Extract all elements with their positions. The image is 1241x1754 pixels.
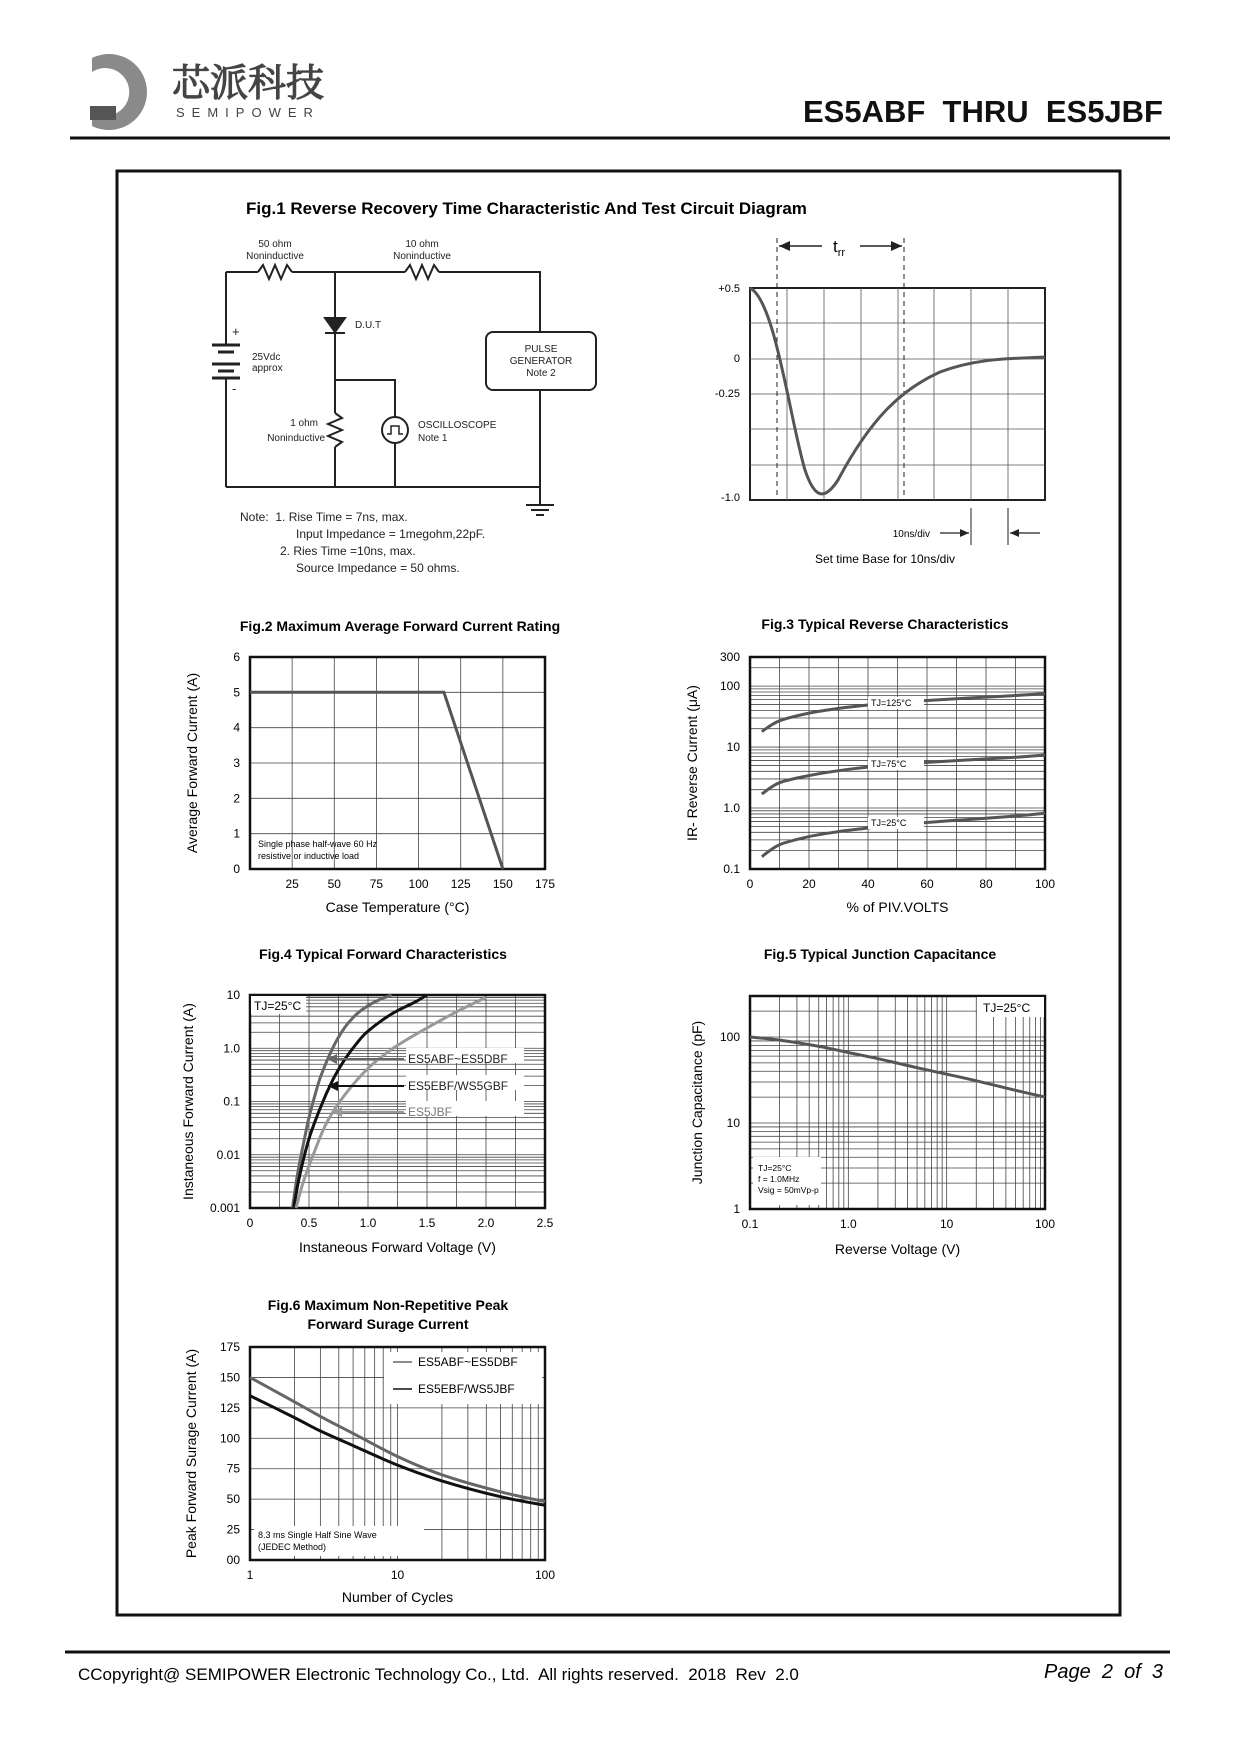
fig2-xlabel: Case Temperature (°C) — [325, 899, 470, 915]
fig2-title: Fig.2 Maximum Average Forward Current Rating — [239, 618, 561, 634]
fig6-title: Forward Surage Current — [307, 1316, 469, 1332]
fig3-title: Fig.3 Typical Reverse Characteristics — [761, 616, 1009, 632]
supply-value: 25Vdc — [252, 352, 281, 363]
fig4-series-label: ES5ABF~ES5DBF — [408, 1052, 508, 1066]
timebase-arrowhead-2-icon — [1010, 529, 1019, 537]
waveform-grid — [750, 288, 1045, 500]
fig2-annotation: resistive or inductive load — [258, 851, 360, 861]
minus-sign: - — [232, 381, 237, 396]
oscilloscope-pulse — [387, 426, 403, 434]
fig5-ytick: 100 — [719, 1030, 740, 1045]
fig6-ylabel: Peak Forward Surage Current (A) — [183, 1348, 199, 1559]
fig2-grid — [250, 657, 545, 869]
fig2-ytick: 1 — [233, 826, 240, 841]
fig6-annotation: (JEDEC Method) — [258, 1542, 327, 1552]
fig6-ytick: 50 — [226, 1492, 240, 1507]
fig6-annotation: 8.3 ms Single Half Sine Wave — [258, 1530, 377, 1540]
fig4-xtick: 2.0 — [477, 1216, 495, 1230]
logo — [90, 54, 324, 130]
fig6-ytick: 25 — [226, 1522, 240, 1537]
circuit-labels — [232, 239, 572, 575]
fig5-title: Fig.5 Typical Junction Capacitance — [763, 946, 997, 962]
fig5-series-line — [750, 1037, 1045, 1097]
fig3-xtick: 80 — [979, 877, 993, 891]
fig3-ytick: 100 — [719, 679, 740, 694]
fig4-inset: TJ=25°C — [254, 999, 302, 1013]
plus-sign: + — [232, 324, 240, 339]
footer-copyright: CCopyright@ SEMIPOWER Electronic Technology Co., Ltd. All rights reserved. 2018 Rev 2.0 — [78, 1665, 799, 1684]
content-frame — [117, 171, 1120, 1615]
timebase-note: Set time Base for 10ns/div — [814, 552, 956, 566]
fig6-ytick: 00 — [226, 1553, 240, 1567]
resistor-50ohm — [258, 265, 292, 279]
fig4-ylabel: Instaneous Forward Current (A) — [180, 1003, 196, 1200]
diode-symbol-icon — [325, 318, 345, 332]
wave-ytick-3: -1.0 — [721, 492, 740, 504]
fig6-ytick: 100 — [219, 1431, 240, 1446]
fig2-ytick: 2 — [233, 791, 240, 806]
recovery-waveform — [750, 288, 1045, 494]
fig4-xlabel: Instaneous Forward Voltage (V) — [299, 1239, 496, 1255]
footer-page: Page 2 of 3 — [1044, 1661, 1163, 1683]
r3-type: Noninductive — [267, 433, 325, 444]
fig6-ytick: 125 — [219, 1400, 240, 1415]
waveform-panel — [715, 237, 1045, 566]
scope-wire — [335, 380, 395, 417]
r2-type: Noninductive — [393, 251, 451, 262]
fig6-legend-label: ES5ABF~ES5DBF — [418, 1355, 518, 1369]
fig4-series-label: ES5JBF — [408, 1105, 453, 1119]
timebase-label: 10ns/div — [892, 529, 930, 540]
note-l3: 2. Ries Time =10ns, max. — [280, 544, 416, 558]
fig4-chart — [180, 946, 554, 1255]
fig6-title: Fig.6 Maximum Non-Repetitive Peak — [267, 1297, 509, 1313]
fig4-ytick: 10 — [226, 988, 240, 1002]
fig2-xtick: 50 — [327, 877, 341, 891]
fig2-xtick: 25 — [285, 877, 299, 891]
fig4-xtick: 1.0 — [359, 1216, 377, 1230]
fig5-ytick: 10 — [726, 1116, 740, 1131]
fig4-xtick: 1.5 — [418, 1216, 436, 1230]
fig3-ylabel: IR- Reverse Current (μA) — [684, 685, 700, 841]
fig2-ytick: 5 — [233, 685, 240, 700]
wave-ytick-0: +0.5 — [718, 283, 740, 295]
fig5-condition: f = 1.0MHz — [758, 1174, 800, 1184]
logo-en: SEMIPOWER — [176, 105, 320, 120]
fig5-ytick: 1 — [733, 1202, 740, 1216]
doc-title: ES5ABF THRU ES5JBF — [802, 94, 1163, 129]
pulse-gen-l2: GENERATOR — [509, 356, 573, 367]
fig2-ytick: 3 — [233, 756, 240, 770]
fig3-xtick: 20 — [802, 877, 816, 891]
trr-label: $t_{rr}$ — [833, 237, 846, 259]
test-circuit-diagram — [212, 265, 596, 515]
fig3-xtick: 40 — [861, 877, 875, 891]
fig3-xtick: 60 — [920, 877, 934, 891]
fig6-ytick: 150 — [219, 1370, 240, 1385]
fig2-annotation: Single phase half-wave 60 Hz — [258, 839, 378, 849]
pulse-gen-l1: PULSE — [524, 344, 558, 355]
fig3-series-label: TJ=125°C — [871, 698, 912, 708]
fig4-xtick: 0 — [246, 1216, 254, 1230]
trr-arrowhead-right-icon — [891, 241, 902, 251]
trr-arrowhead-left-icon — [779, 241, 790, 251]
fig5-xlabel: Reverse Voltage (V) — [834, 1241, 961, 1257]
fig5-condition: TJ=25°C — [758, 1163, 792, 1173]
fig2-xtick: 175 — [534, 877, 556, 891]
fig5-ylabel: Junction Capacitance (pF) — [689, 1020, 705, 1185]
fig3-ytick: 1.0 — [723, 801, 740, 816]
fig3-chart — [684, 616, 1055, 915]
wave-ytick-1: 0 — [733, 353, 740, 365]
resistor-1ohm — [328, 413, 342, 447]
r2-value: 10 ohm — [405, 239, 439, 250]
note-l1: Note: 1. Rise Time = 7ns, max. — [240, 510, 408, 524]
fig3-series-label: TJ=25°C — [871, 818, 907, 828]
logo-bars-icon — [90, 106, 116, 120]
note-l2: Input Impedance = 1megohm,22pF. — [296, 527, 486, 541]
fig2-xtick: 75 — [369, 877, 384, 891]
fig2-xtick: 150 — [492, 877, 513, 891]
fig6-legend-label: ES5EBF/WS5JBF — [418, 1382, 515, 1396]
fig3-ytick: 0.1 — [723, 862, 740, 876]
fig1-title: Fig.1 Reverse Recovery Time Characteristic And Test Circuit Diagram — [246, 199, 807, 218]
fig5-xtick: 100 — [1034, 1217, 1056, 1231]
fig2-xtick: 100 — [408, 877, 429, 891]
fig4-ytick: 0.1 — [223, 1094, 240, 1109]
fig3-ytick: 10 — [726, 740, 740, 755]
fig4-ytick: 1.0 — [223, 1041, 240, 1056]
fig6-xtick: 10 — [390, 1568, 405, 1582]
fig6-ytick: 175 — [219, 1340, 240, 1354]
fig3-ytick: 300 — [719, 650, 740, 664]
resistor-10ohm — [405, 265, 439, 279]
fig2-xtick: 125 — [450, 877, 471, 891]
fig4-ytick: 0.001 — [209, 1201, 240, 1215]
supply-note: approx — [252, 363, 283, 374]
fig5-xtick: 10 — [939, 1217, 954, 1231]
fig4-series-label: ES5EBF/WS5GBF — [408, 1079, 509, 1093]
r1-type: Noninductive — [246, 251, 304, 262]
timebase-arrowhead-1-icon — [960, 529, 969, 537]
charts-layer — [180, 616, 1055, 1605]
r3-value: 1 ohm — [290, 418, 318, 429]
oscilloscope-icon — [382, 417, 408, 443]
logo-cn: 芯派科技 — [172, 61, 325, 105]
fig6-chart — [183, 1297, 555, 1605]
wave-ytick-2: -0.25 — [714, 388, 740, 400]
fig3-xtick: 0 — [746, 877, 754, 891]
scope-l1: OSCILLOSCOPE — [418, 420, 497, 431]
fig3-xlabel: % of PIV.VOLTS — [846, 899, 949, 915]
fig2-ytick: 4 — [233, 720, 240, 735]
fig6-xtick: 100 — [534, 1568, 556, 1582]
fig5-inset: TJ=25°C — [983, 1001, 1031, 1015]
fig2-chart — [184, 618, 560, 915]
fig6-xtick: 1 — [246, 1568, 254, 1582]
fig2-ytick: 0 — [233, 862, 240, 876]
fig5-condition: Vsig = 50mVp-p — [758, 1185, 819, 1195]
fig3-series-label: TJ=75°C — [871, 759, 907, 769]
fig4-xtick: 0.5 — [300, 1216, 318, 1230]
circuit-top-wire-3 — [439, 272, 540, 332]
dut-label: D.U.T — [355, 320, 382, 331]
fig4-title: Fig.4 Typical Forward Characteristics — [259, 946, 507, 962]
fig5-xtick: 0.1 — [741, 1217, 759, 1231]
fig2-ylabel: Average Forward Current (A) — [184, 672, 200, 854]
fig5-xtick: 1.0 — [839, 1217, 857, 1231]
r1-value: 50 ohm — [258, 239, 292, 250]
fig6-xlabel: Number of Cycles — [341, 1589, 454, 1605]
fig2-ytick: 6 — [233, 650, 240, 664]
fig4-xtick: 2.5 — [536, 1216, 554, 1230]
scope-l2: Note 1 — [418, 433, 448, 444]
fig6-ytick: 75 — [226, 1461, 240, 1476]
fig5-chart — [689, 946, 1055, 1257]
pulse-gen-l3: Note 2 — [526, 368, 556, 379]
note-l4: Source Impedance = 50 ohms. — [296, 561, 460, 575]
fig3-xtick: 100 — [1034, 877, 1056, 891]
fig4-ytick: 0.01 — [216, 1147, 240, 1162]
